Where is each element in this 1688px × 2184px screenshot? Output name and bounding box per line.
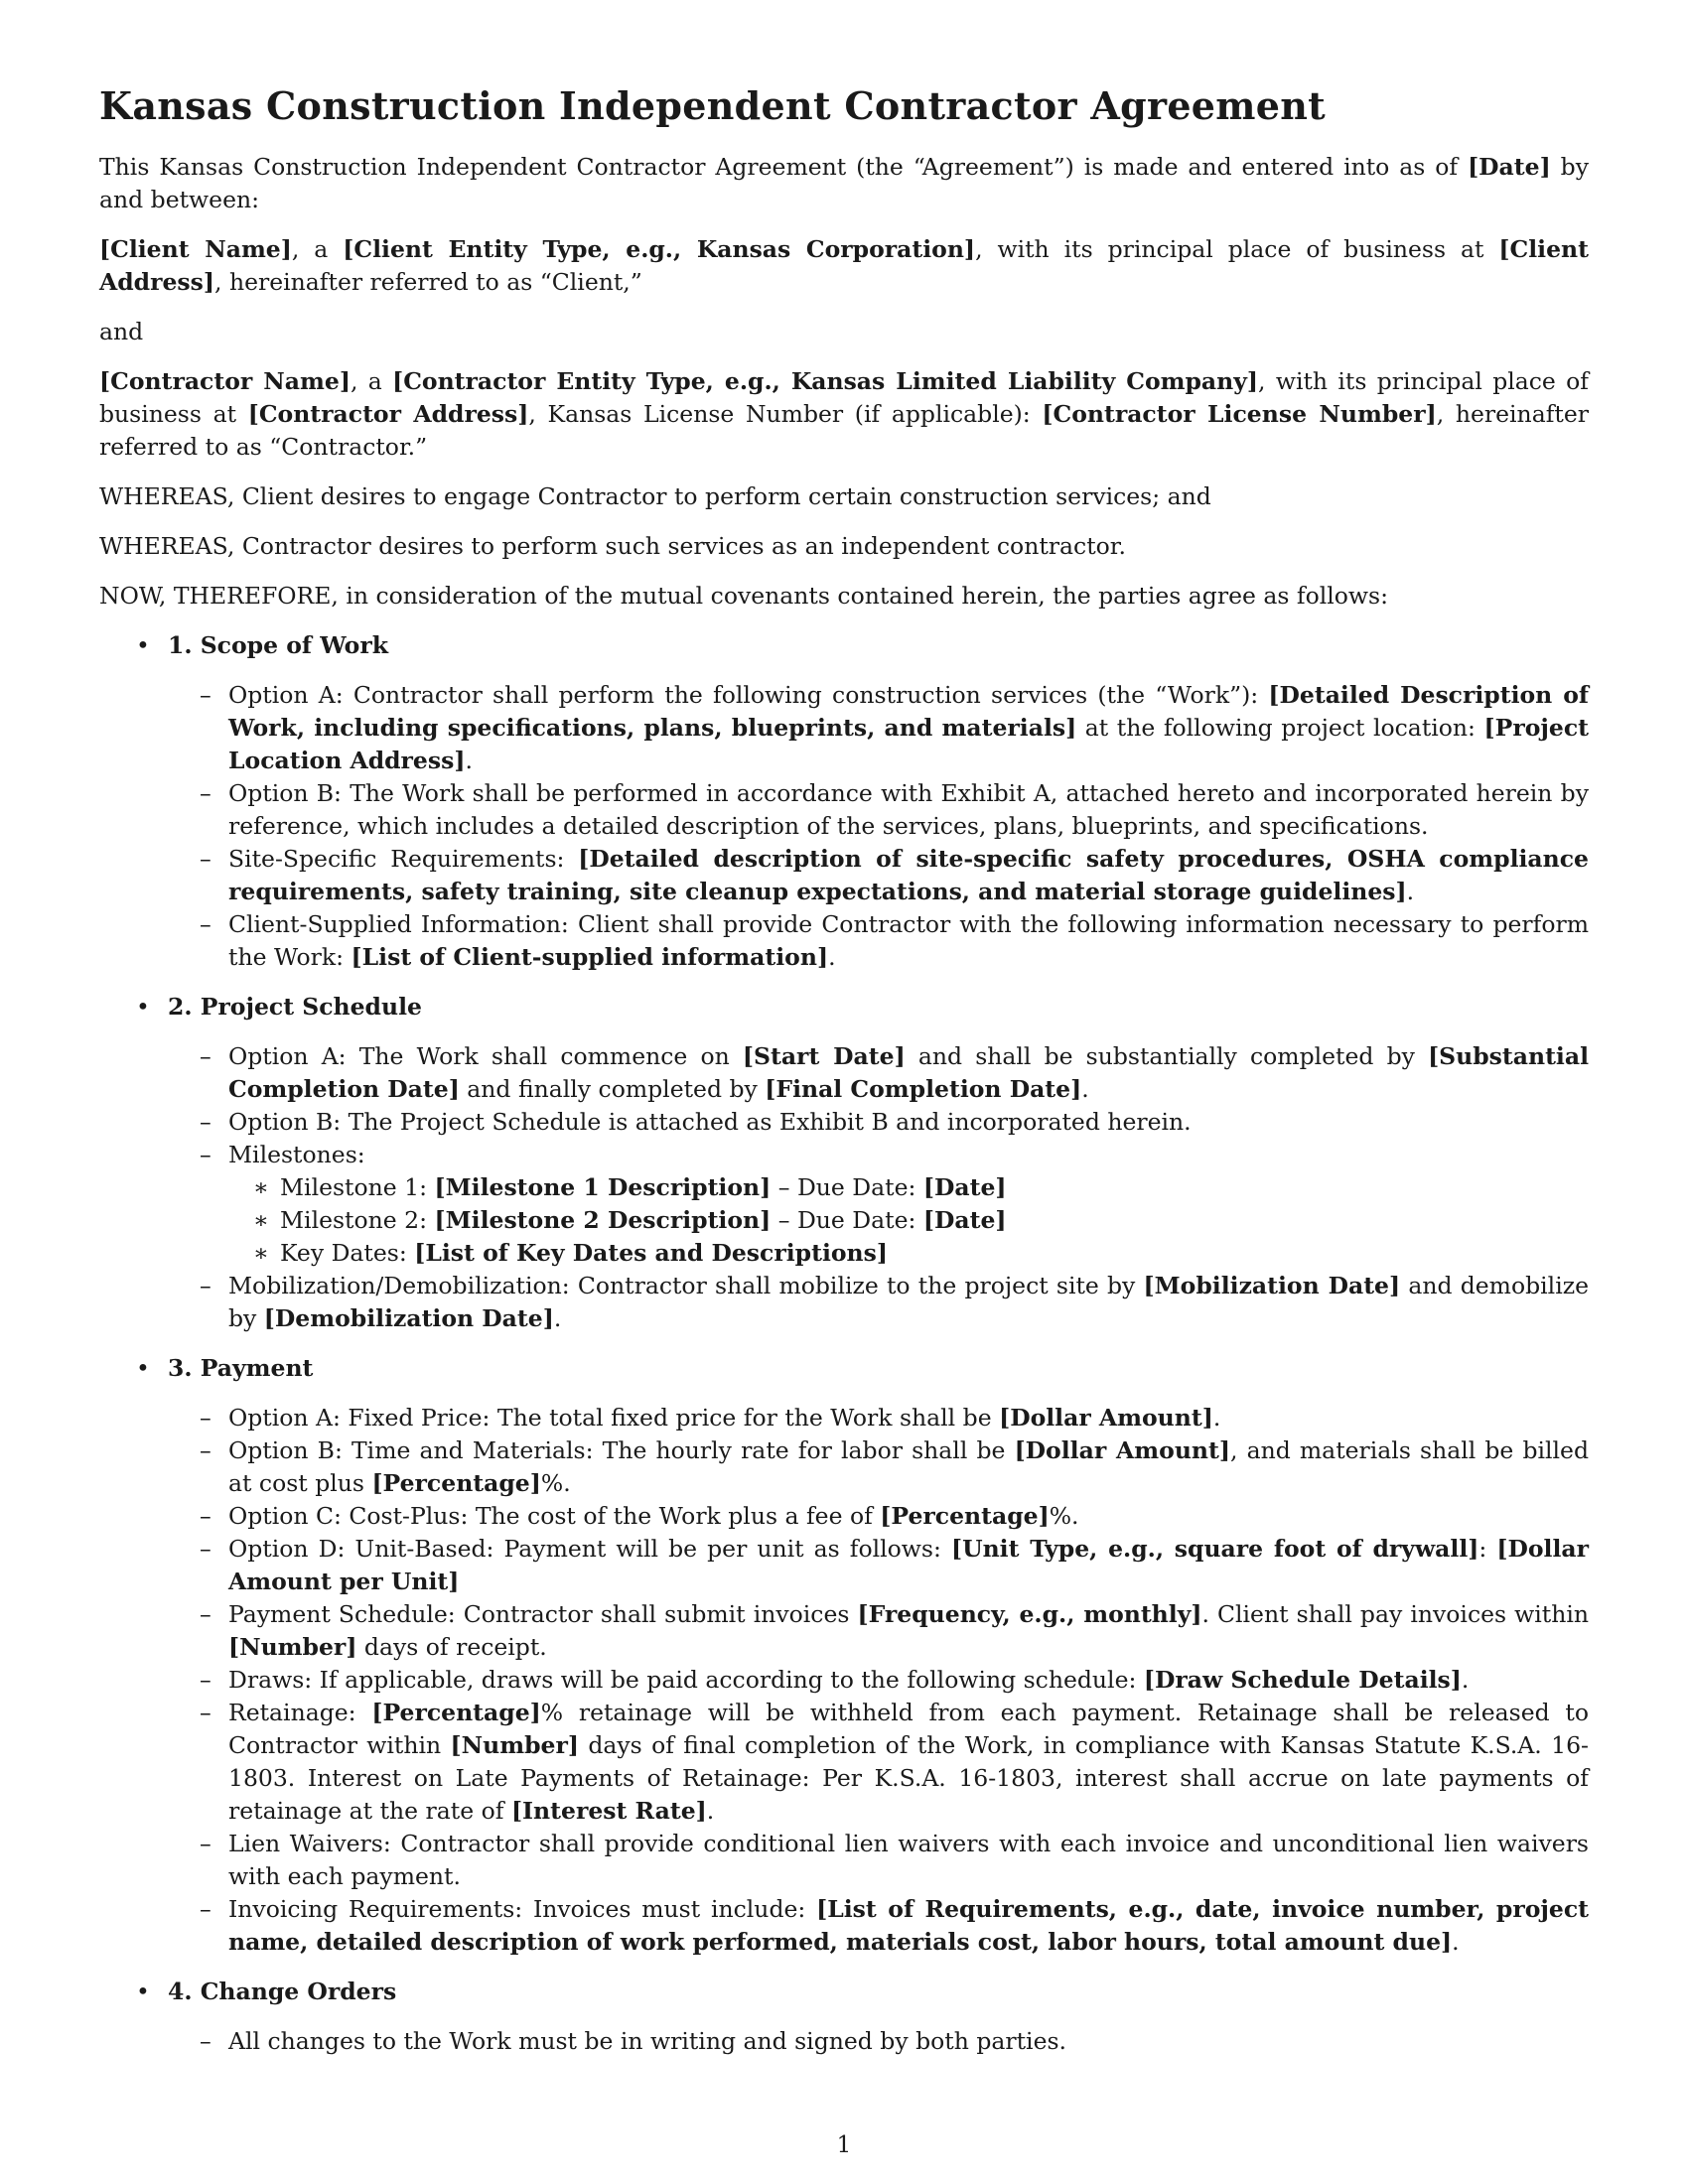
- item-text: Option B: The Work shall be performed in accordance with Exhibit A, attached hereto and incorporated herein by reference, which includes a detailed description of the services, plans, blueprints, and specifications.: [228, 778, 1589, 840]
- item-text: Option C: Cost-Plus: The cost of the Work plus a fee of: [228, 1501, 881, 1530]
- dash-icon: –: [200, 2026, 211, 2055]
- milestone-item: [228, 1204, 1589, 1237]
- placeholder-field: [Draw Schedule Details]: [1143, 1665, 1462, 1694]
- bullet-icon: •: [136, 1977, 150, 2005]
- list-item: [168, 1139, 1589, 1270]
- item-text: Invoicing Requirements: Invoices must include:: [228, 1894, 817, 1923]
- list-item: [168, 1106, 1589, 1139]
- item-text: .: [828, 942, 836, 971]
- section-change-orders: [99, 1976, 1589, 2058]
- placeholder-field: [Substantial Completion Date]: [228, 1041, 1590, 1103]
- item-text: Retainage:: [228, 1698, 372, 1726]
- client-address-field: [Client Address]: [99, 234, 1589, 296]
- dash-icon: –: [200, 1107, 211, 1136]
- item-text: Milestone 2:: [280, 1205, 435, 1234]
- asterisk-icon: ∗: [253, 1172, 269, 1201]
- contractor-text: , Kansas License Number (if applicable):: [528, 399, 1043, 428]
- milestone-item: [228, 1237, 1589, 1270]
- dash-icon: –: [200, 1140, 211, 1168]
- placeholder-field: [Detailed description of site-specific safety procedures, OSHA compliance requirements, safety training, site cleanup expectations, and material storage guidelines]: [228, 844, 1590, 905]
- dash-icon: –: [200, 1894, 211, 1923]
- placeholder-field: [Dollar Amount]: [999, 1403, 1213, 1432]
- dash-icon: –: [200, 1534, 211, 1563]
- client-entity-field: [Client Entity Type, e.g., Kansas Corporation]: [343, 234, 976, 263]
- section-scope-of-work: [99, 629, 1589, 974]
- list-item: [168, 1270, 1589, 1335]
- list-item: [168, 1402, 1589, 1434]
- item-text: .: [1452, 1927, 1460, 1956]
- placeholder-field: [Start Date]: [742, 1041, 906, 1070]
- item-text: Payment Schedule: Contractor shall submit invoices: [228, 1599, 858, 1628]
- list-item: [168, 2025, 1589, 2058]
- item-text: All changes to the Work must be in writing and signed by both parties.: [228, 2026, 1067, 2055]
- item-text: Site-Specific Requirements:: [228, 844, 579, 873]
- item-text: Milestones:: [228, 1140, 365, 1168]
- section-title: 1. Scope of Work: [168, 630, 389, 659]
- bullet-icon: •: [136, 992, 150, 1021]
- page-number: 1: [836, 2132, 852, 2158]
- client-paragraph: [99, 233, 1589, 299]
- item-text: and shall be substantially completed by: [905, 1041, 1429, 1070]
- section-payment: [99, 1352, 1589, 1959]
- section-items: [168, 679, 1589, 974]
- placeholder-field: [Dollar Amount]: [1014, 1435, 1230, 1464]
- list-item: [168, 1893, 1589, 1959]
- list-item: [168, 679, 1589, 777]
- intro-tail: by and between:: [99, 152, 1589, 213]
- item-text: Option B: The Project Schedule is attached as Exhibit B and incorporated herein.: [228, 1107, 1192, 1136]
- section-title: 4. Change Orders: [168, 1977, 397, 2005]
- intro-paragraph: [99, 151, 1589, 216]
- placeholder-field: [Final Completion Date]: [765, 1074, 1082, 1103]
- placeholder-field: [Frequency, e.g., monthly]: [857, 1599, 1202, 1628]
- dash-icon: –: [200, 1271, 211, 1299]
- bullet-icon: •: [136, 1353, 150, 1382]
- item-text: and finally completed by: [459, 1074, 766, 1103]
- dash-icon: –: [200, 1501, 211, 1530]
- placeholder-field: [Number]: [450, 1730, 579, 1759]
- dash-icon: –: [200, 844, 211, 873]
- item-text: . Client shall pay invoices within: [1201, 1599, 1590, 1628]
- dash-icon: –: [200, 1829, 211, 1857]
- dash-icon: –: [200, 909, 211, 938]
- contractor-text: , a: [350, 366, 393, 395]
- list-item: [168, 843, 1589, 908]
- item-text: Client-Supplied Information: Client shall provide Contractor with the following information necessary to perform the Work:: [228, 909, 1589, 971]
- contractor-address-field: [Contractor Address]: [247, 399, 529, 428]
- list-item: [168, 1697, 1589, 1828]
- placeholder-field: [Mobilization Date]: [1143, 1271, 1401, 1299]
- section-title: 3. Payment: [168, 1353, 314, 1382]
- intro-text: This Kansas Construction Independent Contractor Agreement (the “Agreement”) is made and entered into as of: [99, 152, 1469, 181]
- placeholder-field: [Unit Type, e.g., square foot of drywall]: [950, 1534, 1479, 1563]
- section-items: [168, 2025, 1589, 2058]
- item-text: .: [1212, 1403, 1221, 1432]
- client-text: , a: [291, 234, 344, 263]
- item-text: – Due Date:: [771, 1172, 923, 1201]
- contractor-entity-field: [Contractor Entity Type, e.g., Kansas Limited Liability Company]: [392, 366, 1259, 395]
- asterisk-icon: ∗: [253, 1205, 269, 1234]
- item-text: – Due Date:: [771, 1205, 923, 1234]
- dash-icon: –: [200, 1435, 211, 1464]
- placeholder-field: [Milestone 2 Description]: [434, 1205, 772, 1234]
- item-text: .: [1461, 1665, 1470, 1694]
- section-items: [168, 1402, 1589, 1959]
- item-text: Lien Waivers: Contractor shall provide conditional lien waivers with each invoice and unconditional lien waivers with each payment.: [228, 1829, 1589, 1890]
- placeholder-field: [Date]: [922, 1172, 1007, 1201]
- and-paragraph: and: [99, 317, 144, 345]
- item-text: .: [465, 746, 473, 774]
- section-items: [168, 1040, 1589, 1335]
- placeholder-field: [Milestone 1 Description]: [434, 1172, 772, 1201]
- placeholder-field: [List of Requirements, e.g., date, invoice number, project name, detailed description of work performed, materials cost, labor hours, total amount due]: [228, 1894, 1589, 1956]
- item-text: .: [1081, 1074, 1089, 1103]
- placeholder-field: [Dollar Amount per Unit]: [228, 1534, 1590, 1595]
- dash-icon: –: [200, 1041, 211, 1070]
- item-text: , and materials shall be billed at cost plus: [228, 1435, 1590, 1497]
- section-project-schedule: [99, 991, 1589, 1335]
- item-text: Draws: If applicable, draws will be paid according to the following schedule:: [228, 1665, 1144, 1694]
- item-text: and demobilize by: [228, 1271, 1589, 1332]
- list-item: [168, 777, 1589, 843]
- item-text: :: [1478, 1534, 1497, 1563]
- list-item: [168, 908, 1589, 974]
- item-text: Option A: Contractor shall perform the following construction services (the “Work”):: [228, 680, 1269, 709]
- item-text: Mobilization/Demobilization: Contractor shall mobilize to the project site by: [228, 1271, 1144, 1299]
- whereas-paragraph-1: WHEREAS, Client desires to engage Contractor to perform certain construction services; and: [99, 481, 1211, 510]
- dash-icon: –: [200, 1403, 211, 1432]
- placeholder-field: [Project Location Address]: [228, 713, 1589, 774]
- item-text: days of receipt.: [356, 1632, 547, 1661]
- asterisk-icon: ∗: [253, 1238, 269, 1267]
- placeholder-field: [Detailed Description of Work, including specifications, plans, blueprints, and materials]: [228, 680, 1589, 742]
- item-text: Key Dates:: [280, 1238, 415, 1267]
- placeholder-field: [Date]: [922, 1205, 1007, 1234]
- placeholder-field: [List of Client-supplied information]: [351, 942, 829, 971]
- list-item: [168, 1828, 1589, 1893]
- item-text: Option A: The Work shall commence on: [228, 1041, 743, 1070]
- item-text: Milestone 1:: [280, 1172, 435, 1201]
- item-text: %.: [1049, 1501, 1079, 1530]
- list-item: [168, 1040, 1589, 1106]
- contractor-paragraph: [99, 365, 1589, 464]
- item-text: .: [553, 1303, 562, 1332]
- dash-icon: –: [200, 1599, 211, 1628]
- placeholder-field: [Interest Rate]: [510, 1796, 707, 1825]
- section-title: 2. Project Schedule: [168, 992, 422, 1021]
- document-title: Kansas Construction Independent Contractor Agreement: [99, 83, 1327, 128]
- item-text: Option D: Unit-Based: Payment will be per unit as follows:: [228, 1534, 951, 1563]
- placeholder-field: [Number]: [228, 1632, 357, 1661]
- item-text: .: [706, 1796, 715, 1825]
- list-item: [168, 1500, 1589, 1533]
- list-item: [168, 1434, 1589, 1500]
- item-text: days of final completion of the Work, in compliance with Kansas Statute K.S.A. 16-1803. Interest on Late Payments of Retainage: Per K.S.A. 16-1803, interest shall accrue on late payments of retainage at the rate of: [228, 1730, 1589, 1825]
- agreement-date-field: [Date]: [1468, 152, 1551, 181]
- client-name-field: [Client Name]: [99, 234, 292, 263]
- dash-icon: –: [200, 778, 211, 807]
- item-text: at the following project location:: [1076, 713, 1484, 742]
- client-text: , hereinafter referred to as “Client,”: [214, 267, 642, 296]
- placeholder-field: [Percentage]: [371, 1698, 541, 1726]
- placeholder-field: [Demobilization Date]: [263, 1303, 554, 1332]
- list-item: [168, 1598, 1589, 1664]
- item-text: % retainage will be withheld from each payment. Retainage shall be released to Contractor within: [228, 1698, 1589, 1759]
- client-text: , with its principal place of business at: [975, 234, 1499, 263]
- dash-icon: –: [200, 680, 211, 709]
- list-item: [168, 1533, 1589, 1598]
- milestones-list: [228, 1171, 1589, 1270]
- sections-list: [99, 629, 1589, 2058]
- placeholder-field: [Percentage]: [371, 1468, 541, 1497]
- contractor-license-field: [Contractor License Number]: [1042, 399, 1437, 428]
- dash-icon: –: [200, 1698, 211, 1726]
- now-therefore-paragraph: NOW, THEREFORE, in consideration of the mutual covenants contained herein, the parties agree as follows:: [99, 581, 1389, 610]
- bullet-icon: •: [136, 630, 150, 659]
- contractor-text: , hereinafter referred to as “Contractor.”: [99, 399, 1589, 461]
- placeholder-field: [List of Key Dates and Descriptions]: [414, 1238, 888, 1267]
- contractor-text: , with its principal place of business at: [99, 366, 1590, 428]
- list-item: [168, 1664, 1589, 1697]
- item-text: %.: [540, 1468, 571, 1497]
- placeholder-field: [Percentage]: [880, 1501, 1050, 1530]
- item-text: .: [1406, 877, 1415, 905]
- dash-icon: –: [200, 1665, 211, 1694]
- whereas-paragraph-2: WHEREAS, Contractor desires to perform such services as an independent contractor.: [99, 531, 1126, 560]
- contractor-name-field: [Contractor Name]: [99, 366, 351, 395]
- item-text: Option B: Time and Materials: The hourly rate for labor shall be: [228, 1435, 1015, 1464]
- item-text: Option A: Fixed Price: The total fixed price for the Work shall be: [228, 1403, 1000, 1432]
- milestone-item: [228, 1171, 1589, 1204]
- document-page: [99, 83, 1589, 2075]
